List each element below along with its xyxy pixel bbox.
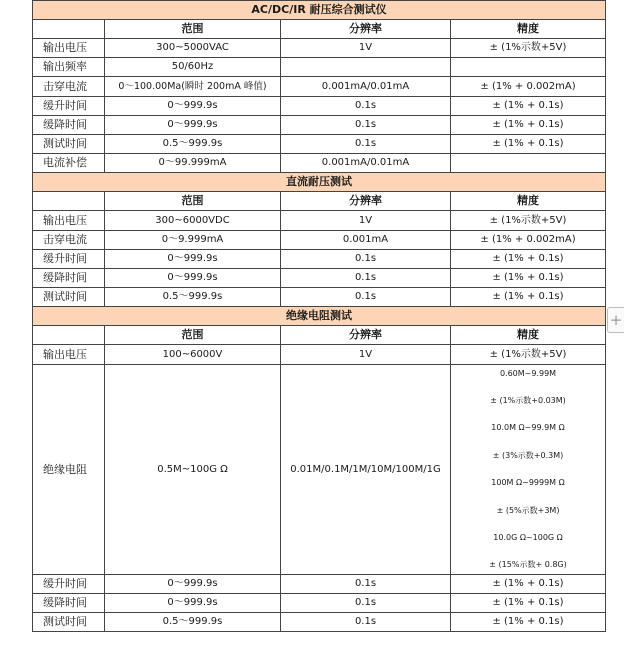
resolution-cell: 1V	[281, 345, 451, 365]
range-cell: 0～999.9s	[105, 269, 281, 288]
accuracy-line: 100M Ω~9999M Ω	[491, 478, 565, 488]
table-row	[33, 97, 606, 116]
table-row	[33, 594, 606, 613]
table-row	[33, 575, 606, 594]
accuracy-cell: ± (1% + 0.1s)	[451, 116, 606, 135]
table-row	[33, 77, 606, 97]
accuracy-cell: ± (1% + 0.1s)	[451, 613, 606, 632]
resolution-cell: 0.1s	[281, 269, 451, 288]
resolution-cell: 0.1s	[281, 97, 451, 116]
range-cell: 50/60Hz	[105, 58, 281, 77]
row-label: 输出频率	[33, 58, 105, 77]
resolution-cell: 0.001mA/0.01mA	[281, 77, 451, 97]
corner-cell	[33, 20, 105, 39]
accuracy-cell: ± (1%示数+5V)	[451, 39, 606, 58]
row-label: 击穿电流	[33, 231, 105, 250]
accuracy-cell: ± (1% + 0.002mA)	[451, 77, 606, 97]
resolution-cell: 0.1s	[281, 116, 451, 135]
range-cell: 0.5～999.9s	[105, 613, 281, 632]
accuracy-cell	[451, 154, 606, 173]
row-label: 缓降时间	[33, 594, 105, 613]
range-cell: 0.5～999.9s	[105, 288, 281, 307]
row-label: 电流补偿	[33, 154, 105, 173]
accuracy-cell: ± (1% + 0.002mA)	[451, 231, 606, 250]
row-label: 测试时间	[33, 613, 105, 632]
resolution-cell: 0.1s	[281, 594, 451, 613]
column-header-accuracy: 精度	[451, 192, 606, 211]
column-header-accuracy: 精度	[451, 326, 606, 345]
accuracy-cell: ± (1% + 0.1s)	[451, 135, 606, 154]
accuracy-cell: ± (1% + 0.1s)	[451, 288, 606, 307]
column-header-resolution: 分辨率	[281, 326, 451, 345]
spec-table	[32, 0, 606, 632]
accuracy-line: 10.0G Ω~100G Ω	[493, 533, 563, 543]
accuracy-cell: ± (1% + 0.1s)	[451, 250, 606, 269]
row-label: 输出电压	[33, 345, 105, 365]
range-cell: 0.5～999.9s	[105, 135, 281, 154]
section-header-row	[33, 1, 606, 20]
table-row	[33, 135, 606, 154]
table-row	[33, 345, 606, 365]
row-label: 测试时间	[33, 135, 105, 154]
table-row	[33, 39, 606, 58]
table-row	[33, 116, 606, 135]
row-label: 输出电压	[33, 211, 105, 231]
resolution-cell: 0.001mA/0.01mA	[281, 154, 451, 173]
accuracy-line: ± (3%示数+0.3M)	[492, 450, 564, 460]
resolution-cell: 1V	[281, 39, 451, 58]
insulation-resistance-row	[33, 365, 606, 575]
row-label: 缓升时间	[33, 250, 105, 269]
resolution-cell: 1V	[281, 211, 451, 231]
row-label: 输出电压	[33, 39, 105, 58]
column-header-row	[33, 192, 606, 211]
accuracy-line: ± (1%示数+0.03M)	[490, 395, 566, 405]
column-header-resolution: 分辨率	[281, 192, 451, 211]
column-header-range: 范围	[105, 326, 281, 345]
table-row	[33, 58, 606, 77]
column-header-range: 范围	[105, 20, 281, 39]
resolution-cell: 0.1s	[281, 613, 451, 632]
resolution-cell: 0.01M/0.1M/1M/10M/100M/1G	[281, 365, 451, 575]
row-label: 绝缘电阻	[33, 365, 105, 575]
section-header-row	[33, 173, 606, 192]
table-row	[33, 269, 606, 288]
resolution-cell: 0.1s	[281, 288, 451, 307]
resolution-cell: 0.1s	[281, 250, 451, 269]
column-header-row	[33, 20, 606, 39]
resolution-cell: 0.1s	[281, 575, 451, 594]
column-header-accuracy: 精度	[451, 20, 606, 39]
column-header-range: 范围	[105, 192, 281, 211]
range-cell: 0～99.999mA	[105, 154, 281, 173]
resolution-cell: 0.1s	[281, 135, 451, 154]
range-cell: 0～999.9s	[105, 594, 281, 613]
section-header-row	[33, 307, 606, 326]
range-cell: 0～999.9s	[105, 116, 281, 135]
range-cell: 0.5M~100G Ω	[105, 365, 281, 575]
range-cell: 300~5000VAC	[105, 39, 281, 58]
table-row	[33, 613, 606, 632]
corner-cell	[33, 326, 105, 345]
table-row	[33, 154, 606, 173]
range-cell: 0～999.9s	[105, 250, 281, 269]
accuracy-line: ± (5%示数+3M)	[496, 505, 560, 515]
row-label: 缓降时间	[33, 116, 105, 135]
table-row	[33, 211, 606, 231]
accuracy-cell: ± (1% + 0.1s)	[451, 575, 606, 594]
range-cell: 100~6000V	[105, 345, 281, 365]
corner-cell	[33, 192, 105, 211]
accuracy-line: 0.60M~9.99M	[499, 368, 557, 378]
plus-icon: +	[609, 311, 623, 329]
accuracy-cell	[451, 365, 606, 575]
range-cell: 0～999.9s	[105, 575, 281, 594]
table-row	[33, 231, 606, 250]
row-label: 缓降时间	[33, 269, 105, 288]
accuracy-cell: ± (1% + 0.1s)	[451, 97, 606, 116]
accuracy-cell	[451, 58, 606, 77]
accuracy-cell: ± (1%示数+5V)	[451, 345, 606, 365]
resolution-cell: 0.001mA	[281, 231, 451, 250]
range-cell: 0～9.999mA	[105, 231, 281, 250]
column-header-resolution: 分辨率	[281, 20, 451, 39]
section-title-dc: 直流耐压测试	[33, 173, 606, 192]
range-cell: 300~6000VDC	[105, 211, 281, 231]
range-cell: 0～999.9s	[105, 97, 281, 116]
row-label: 缓升时间	[33, 575, 105, 594]
accuracy-cell: ± (1% + 0.1s)	[451, 594, 606, 613]
row-label: 测试时间	[33, 288, 105, 307]
accuracy-cell: ± (1%示数+5V)	[451, 211, 606, 231]
accuracy-list	[453, 367, 603, 573]
column-header-row	[33, 326, 606, 345]
row-label: 缓升时间	[33, 97, 105, 116]
expand-button[interactable]	[607, 307, 624, 333]
accuracy-line: ± (15%示数+ 0.8G)	[489, 560, 567, 570]
table-row	[33, 288, 606, 307]
row-label: 击穿电流	[33, 77, 105, 97]
range-cell: 0～100.00Ma(瞬时 200mA 峰值)	[105, 77, 281, 97]
section-title-acdc: AC/DC/IR 耐压综合测试仪	[33, 1, 606, 20]
section-title-ir: 绝缘电阻测试	[33, 307, 606, 326]
table-row	[33, 250, 606, 269]
resolution-cell	[281, 58, 451, 77]
accuracy-cell: ± (1% + 0.1s)	[451, 269, 606, 288]
accuracy-line: 10.0M Ω~99.9M Ω	[491, 423, 565, 433]
